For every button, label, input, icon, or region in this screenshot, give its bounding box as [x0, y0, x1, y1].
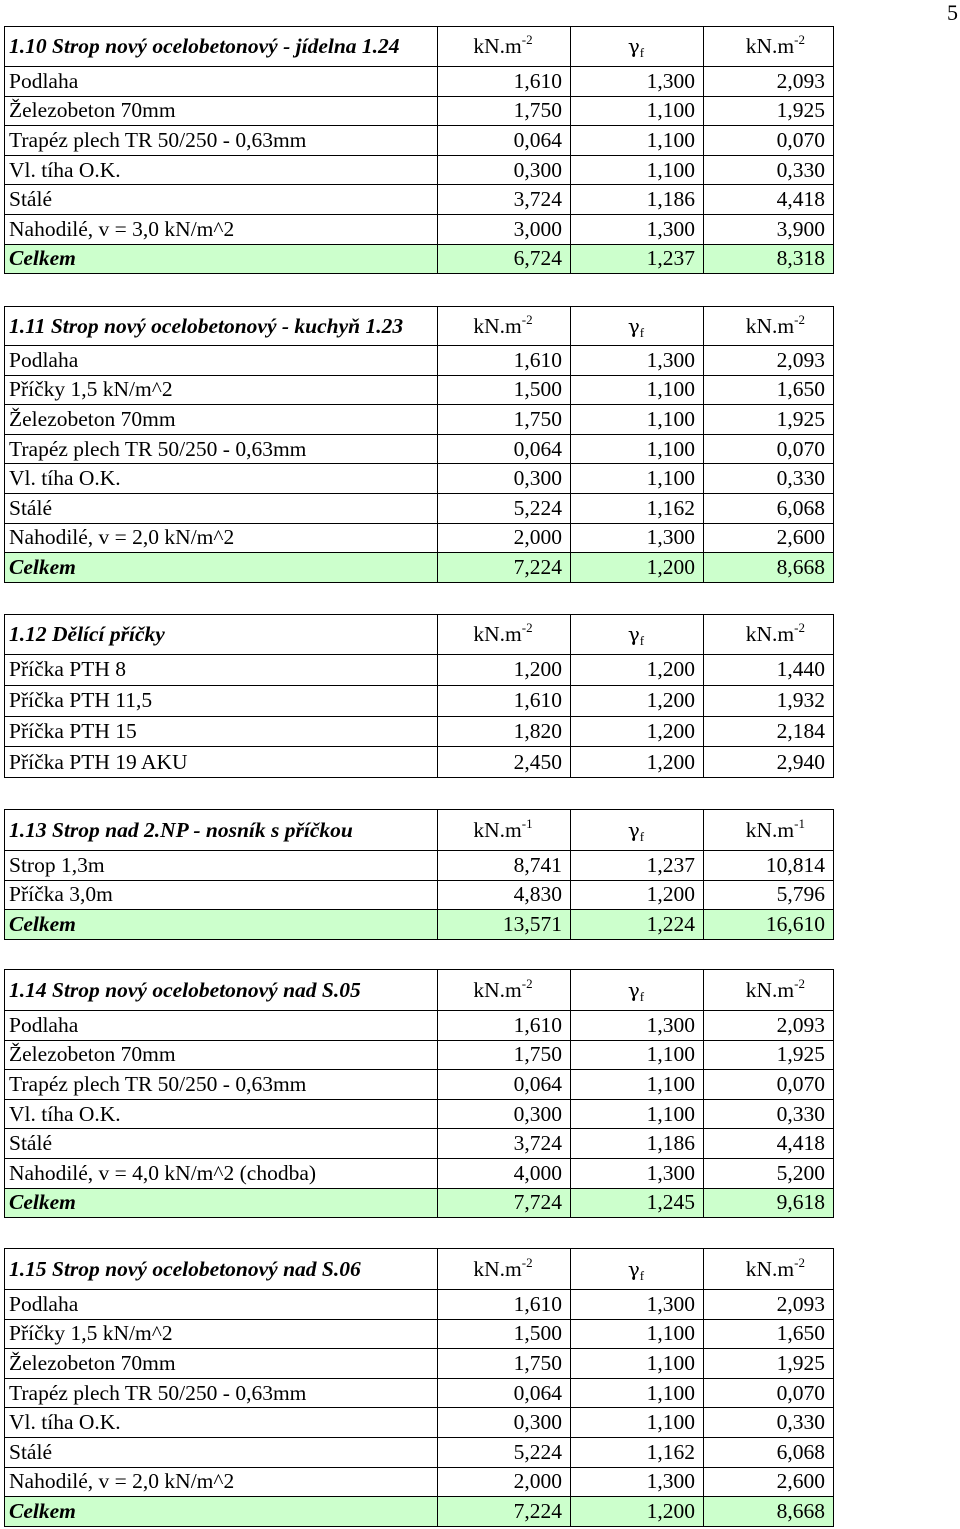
design-value: 0,070	[704, 434, 834, 464]
row-label: Příčka PTH 8	[5, 655, 438, 686]
design-value: 4,418	[704, 185, 834, 215]
row-label: Příčka 3,0m	[5, 880, 438, 910]
char-value: 1,500	[438, 1319, 571, 1349]
design-value: 1,932	[704, 685, 834, 716]
table-row	[5, 155, 834, 185]
total-gamma-value: 1,245	[571, 1188, 704, 1218]
row-label: Podlaha	[5, 346, 438, 376]
design-value: 5,200	[704, 1158, 834, 1188]
row-label: Trapéz plech TR 50/250 - 0,63mm	[5, 126, 438, 156]
row-label: Stálé	[5, 1129, 438, 1159]
gamma-value: 1,300	[571, 1467, 704, 1497]
table-row	[5, 1129, 834, 1159]
row-label: Stálé	[5, 1437, 438, 1467]
table-row	[5, 851, 834, 881]
char-value: 4,830	[438, 880, 571, 910]
total-char-value: 6,724	[438, 244, 571, 274]
gamma-value: 1,200	[571, 747, 704, 778]
row-label: Nahodilé, v = 3,0 kN/m^2	[5, 214, 438, 244]
char-value: 2,000	[438, 523, 571, 553]
design-value: 6,068	[704, 493, 834, 523]
total-row	[5, 910, 834, 940]
design-value: 5,796	[704, 880, 834, 910]
unit-design-header: $kN.m^{-1}$	[704, 810, 834, 851]
total-gamma-value: 1,237	[571, 244, 704, 274]
gamma-value: 1,200	[571, 685, 704, 716]
char-value: 0,300	[438, 155, 571, 185]
row-label: Nahodilé, v = 2,0 kN/m^2	[5, 1467, 438, 1497]
char-value: 2,000	[438, 1467, 571, 1497]
row-label: Příčka PTH 15	[5, 716, 438, 747]
design-value: 0,070	[704, 1378, 834, 1408]
total-row	[5, 553, 834, 583]
char-value: 1,750	[438, 96, 571, 126]
total-design-value: 16,610	[704, 910, 834, 940]
load-table-1-10	[4, 26, 834, 274]
gamma-value: 1,200	[571, 880, 704, 910]
row-label: Železobeton 70mm	[5, 405, 438, 435]
design-value: 4,418	[704, 1129, 834, 1159]
char-value: 1,750	[438, 405, 571, 435]
gamma-header: $\gamma_f$	[571, 307, 704, 346]
design-value: 0,330	[704, 464, 834, 494]
design-value: 2,600	[704, 523, 834, 553]
unit-design-header: $kN.m^{-2}$	[704, 615, 834, 655]
design-value: 1,925	[704, 1040, 834, 1070]
design-value: 2,093	[704, 67, 834, 97]
total-char-value: 7,724	[438, 1188, 571, 1218]
unit-char-header: $kN.m^{-2}$	[438, 615, 571, 655]
char-value: 1,500	[438, 375, 571, 405]
gamma-value: 1,100	[571, 155, 704, 185]
table-row	[5, 1099, 834, 1129]
design-value: 2,093	[704, 346, 834, 376]
gamma-value: 1,100	[571, 126, 704, 156]
gamma-header: $\gamma_f$	[571, 27, 704, 67]
table-row	[5, 1319, 834, 1349]
row-label: Podlaha	[5, 1290, 438, 1320]
unit-design-header: $kN.m^{-2}$	[704, 27, 834, 67]
char-value: 0,064	[438, 1070, 571, 1100]
char-value: 1,610	[438, 346, 571, 376]
gamma-header: $\gamma_f$	[571, 810, 704, 851]
char-value: 0,064	[438, 1378, 571, 1408]
table-row	[5, 1290, 834, 1320]
table-row	[5, 67, 834, 97]
row-label: Vl. tíha O.K.	[5, 155, 438, 185]
char-value: 3,724	[438, 1129, 571, 1159]
table-row	[5, 214, 834, 244]
section-title: 1.11 Strop nový ocelobetonový - kuchyň 1.23	[5, 307, 438, 346]
gamma-value: 1,100	[571, 1378, 704, 1408]
section-title: 1.15 Strop nový ocelobetonový nad S.06	[5, 1249, 438, 1290]
unit-design-header: $kN.m^{-2}$	[704, 1249, 834, 1290]
char-value: 5,224	[438, 1437, 571, 1467]
char-value: 3,000	[438, 214, 571, 244]
char-value: 3,724	[438, 185, 571, 215]
row-label: Příčky 1,5 kN/m^2	[5, 1319, 438, 1349]
row-label: Příčka PTH 19 AKU	[5, 747, 438, 778]
char-value: 5,224	[438, 493, 571, 523]
design-value: 0,070	[704, 1070, 834, 1100]
gamma-value: 1,100	[571, 1040, 704, 1070]
unit-char-header: $kN.m^{-2}$	[438, 970, 571, 1011]
design-value: 2,940	[704, 747, 834, 778]
char-value: 4,000	[438, 1158, 571, 1188]
load-table-1-13	[4, 809, 834, 940]
table-row	[5, 747, 834, 778]
total-row	[5, 1497, 834, 1527]
load-table-1-12	[4, 614, 834, 778]
table-row	[5, 1158, 834, 1188]
total-label: Celkem	[5, 1497, 438, 1527]
gamma-value: 1,100	[571, 1408, 704, 1438]
gamma-value: 1,100	[571, 1070, 704, 1100]
design-value: 1,650	[704, 375, 834, 405]
row-label: Trapéz plech TR 50/250 - 0,63mm	[5, 434, 438, 464]
gamma-header: $\gamma_f$	[571, 615, 704, 655]
total-design-value: 8,318	[704, 244, 834, 274]
gamma-value: 1,300	[571, 1011, 704, 1041]
table-row	[5, 523, 834, 553]
total-gamma-value: 1,200	[571, 1497, 704, 1527]
unit-char-header: $kN.m^{-2}$	[438, 27, 571, 67]
row-label: Železobeton 70mm	[5, 1040, 438, 1070]
gamma-value: 1,100	[571, 1319, 704, 1349]
gamma-value: 1,300	[571, 523, 704, 553]
char-value: 0,300	[438, 1099, 571, 1129]
table-row	[5, 405, 834, 435]
char-value: 0,064	[438, 434, 571, 464]
gamma-value: 1,186	[571, 1129, 704, 1159]
table-row	[5, 185, 834, 215]
design-value: 2,093	[704, 1290, 834, 1320]
unit-char-header: $kN.m^{-1}$	[438, 810, 571, 851]
row-label: Trapéz plech TR 50/250 - 0,63mm	[5, 1070, 438, 1100]
table-row	[5, 1011, 834, 1041]
row-label: Vl. tíha O.K.	[5, 464, 438, 494]
char-value: 8,741	[438, 851, 571, 881]
char-value: 2,450	[438, 747, 571, 778]
gamma-value: 1,186	[571, 185, 704, 215]
row-label: Trapéz plech TR 50/250 - 0,63mm	[5, 1378, 438, 1408]
row-label: Příčky 1,5 kN/m^2	[5, 375, 438, 405]
char-value: 1,820	[438, 716, 571, 747]
char-value: 1,610	[438, 1290, 571, 1320]
total-label: Celkem	[5, 1188, 438, 1218]
gamma-value: 1,300	[571, 214, 704, 244]
gamma-value: 1,300	[571, 1158, 704, 1188]
gamma-value: 1,100	[571, 1099, 704, 1129]
table-row	[5, 1437, 834, 1467]
design-value: 1,925	[704, 1349, 834, 1379]
design-value: 1,925	[704, 405, 834, 435]
unit-char-header: $kN.m^{-2}$	[438, 1249, 571, 1290]
total-design-value: 8,668	[704, 553, 834, 583]
row-label: Vl. tíha O.K.	[5, 1408, 438, 1438]
gamma-value: 1,100	[571, 434, 704, 464]
table-row	[5, 1467, 834, 1497]
row-label: Železobeton 70mm	[5, 1349, 438, 1379]
char-value: 1,610	[438, 685, 571, 716]
gamma-value: 1,162	[571, 493, 704, 523]
total-char-value: 7,224	[438, 1497, 571, 1527]
design-value: 2,093	[704, 1011, 834, 1041]
design-value: 2,600	[704, 1467, 834, 1497]
table-row	[5, 655, 834, 686]
unit-design-header: $kN.m^{-2}$	[704, 307, 834, 346]
row-label: Podlaha	[5, 67, 438, 97]
gamma-value: 1,237	[571, 851, 704, 881]
row-label: Železobeton 70mm	[5, 96, 438, 126]
char-value: 0,064	[438, 126, 571, 156]
char-value: 1,750	[438, 1349, 571, 1379]
design-value: 0,330	[704, 1408, 834, 1438]
total-gamma-value: 1,224	[571, 910, 704, 940]
design-value: 1,650	[704, 1319, 834, 1349]
row-label: Stálé	[5, 493, 438, 523]
gamma-value: 1,100	[571, 464, 704, 494]
total-design-value: 9,618	[704, 1188, 834, 1218]
gamma-value: 1,100	[571, 96, 704, 126]
char-value: 1,610	[438, 67, 571, 97]
unit-design-header: $kN.m^{-2}$	[704, 970, 834, 1011]
total-label: Celkem	[5, 910, 438, 940]
char-value: 0,300	[438, 464, 571, 494]
char-value: 1,610	[438, 1011, 571, 1041]
load-table-1-11	[4, 306, 834, 583]
load-table-1-14	[4, 969, 834, 1218]
table-row	[5, 1378, 834, 1408]
total-row	[5, 244, 834, 274]
table-row	[5, 685, 834, 716]
table-row	[5, 346, 834, 376]
design-value: 10,814	[704, 851, 834, 881]
design-value: 0,330	[704, 1099, 834, 1129]
row-label: Vl. tíha O.K.	[5, 1099, 438, 1129]
table-row	[5, 880, 834, 910]
table-row	[5, 716, 834, 747]
design-value: 0,070	[704, 126, 834, 156]
design-value: 3,900	[704, 214, 834, 244]
table-row	[5, 493, 834, 523]
gamma-header: $\gamma_f$	[571, 1249, 704, 1290]
section-title: 1.13 Strop nad 2.NP - nosník s příčkou	[5, 810, 438, 851]
table-row	[5, 434, 834, 464]
table-row	[5, 464, 834, 494]
section-title: 1.10 Strop nový ocelobetonový - jídelna 1.24	[5, 27, 438, 67]
table-row	[5, 1040, 834, 1070]
gamma-value: 1,300	[571, 346, 704, 376]
table-row	[5, 126, 834, 156]
row-label: Podlaha	[5, 1011, 438, 1041]
gamma-value: 1,300	[571, 1290, 704, 1320]
design-value: 1,440	[704, 655, 834, 686]
gamma-value: 1,100	[571, 1349, 704, 1379]
gamma-value: 1,200	[571, 655, 704, 686]
table-row	[5, 96, 834, 126]
load-table-1-15	[4, 1248, 834, 1527]
gamma-header: $\gamma_f$	[571, 970, 704, 1011]
page-number: 5	[947, 0, 958, 25]
char-value: 0,300	[438, 1408, 571, 1438]
design-value: 1,925	[704, 96, 834, 126]
table-row	[5, 375, 834, 405]
unit-char-header: $kN.m^{-2}$	[438, 307, 571, 346]
gamma-value: 1,100	[571, 375, 704, 405]
total-label: Celkem	[5, 244, 438, 274]
gamma-value: 1,200	[571, 716, 704, 747]
row-label: Příčka PTH 11,5	[5, 685, 438, 716]
row-label: Stálé	[5, 185, 438, 215]
total-row	[5, 1188, 834, 1218]
total-char-value: 7,224	[438, 553, 571, 583]
design-value: 0,330	[704, 155, 834, 185]
row-label: Nahodilé, v = 4,0 kN/m^2 (chodba)	[5, 1158, 438, 1188]
row-label: Strop 1,3m	[5, 851, 438, 881]
char-value: 1,200	[438, 655, 571, 686]
gamma-value: 1,100	[571, 405, 704, 435]
section-title: 1.12 Dělící příčky	[5, 615, 438, 655]
total-gamma-value: 1,200	[571, 553, 704, 583]
design-value: 2,184	[704, 716, 834, 747]
table-row	[5, 1349, 834, 1379]
total-design-value: 8,668	[704, 1497, 834, 1527]
char-value: 1,750	[438, 1040, 571, 1070]
table-row	[5, 1070, 834, 1100]
design-value: 6,068	[704, 1437, 834, 1467]
row-label: Nahodilé, v = 2,0 kN/m^2	[5, 523, 438, 553]
section-title: 1.14 Strop nový ocelobetonový nad S.05	[5, 970, 438, 1011]
gamma-value: 1,162	[571, 1437, 704, 1467]
total-label: Celkem	[5, 553, 438, 583]
total-char-value: 13,571	[438, 910, 571, 940]
gamma-value: 1,300	[571, 67, 704, 97]
table-row	[5, 1408, 834, 1438]
